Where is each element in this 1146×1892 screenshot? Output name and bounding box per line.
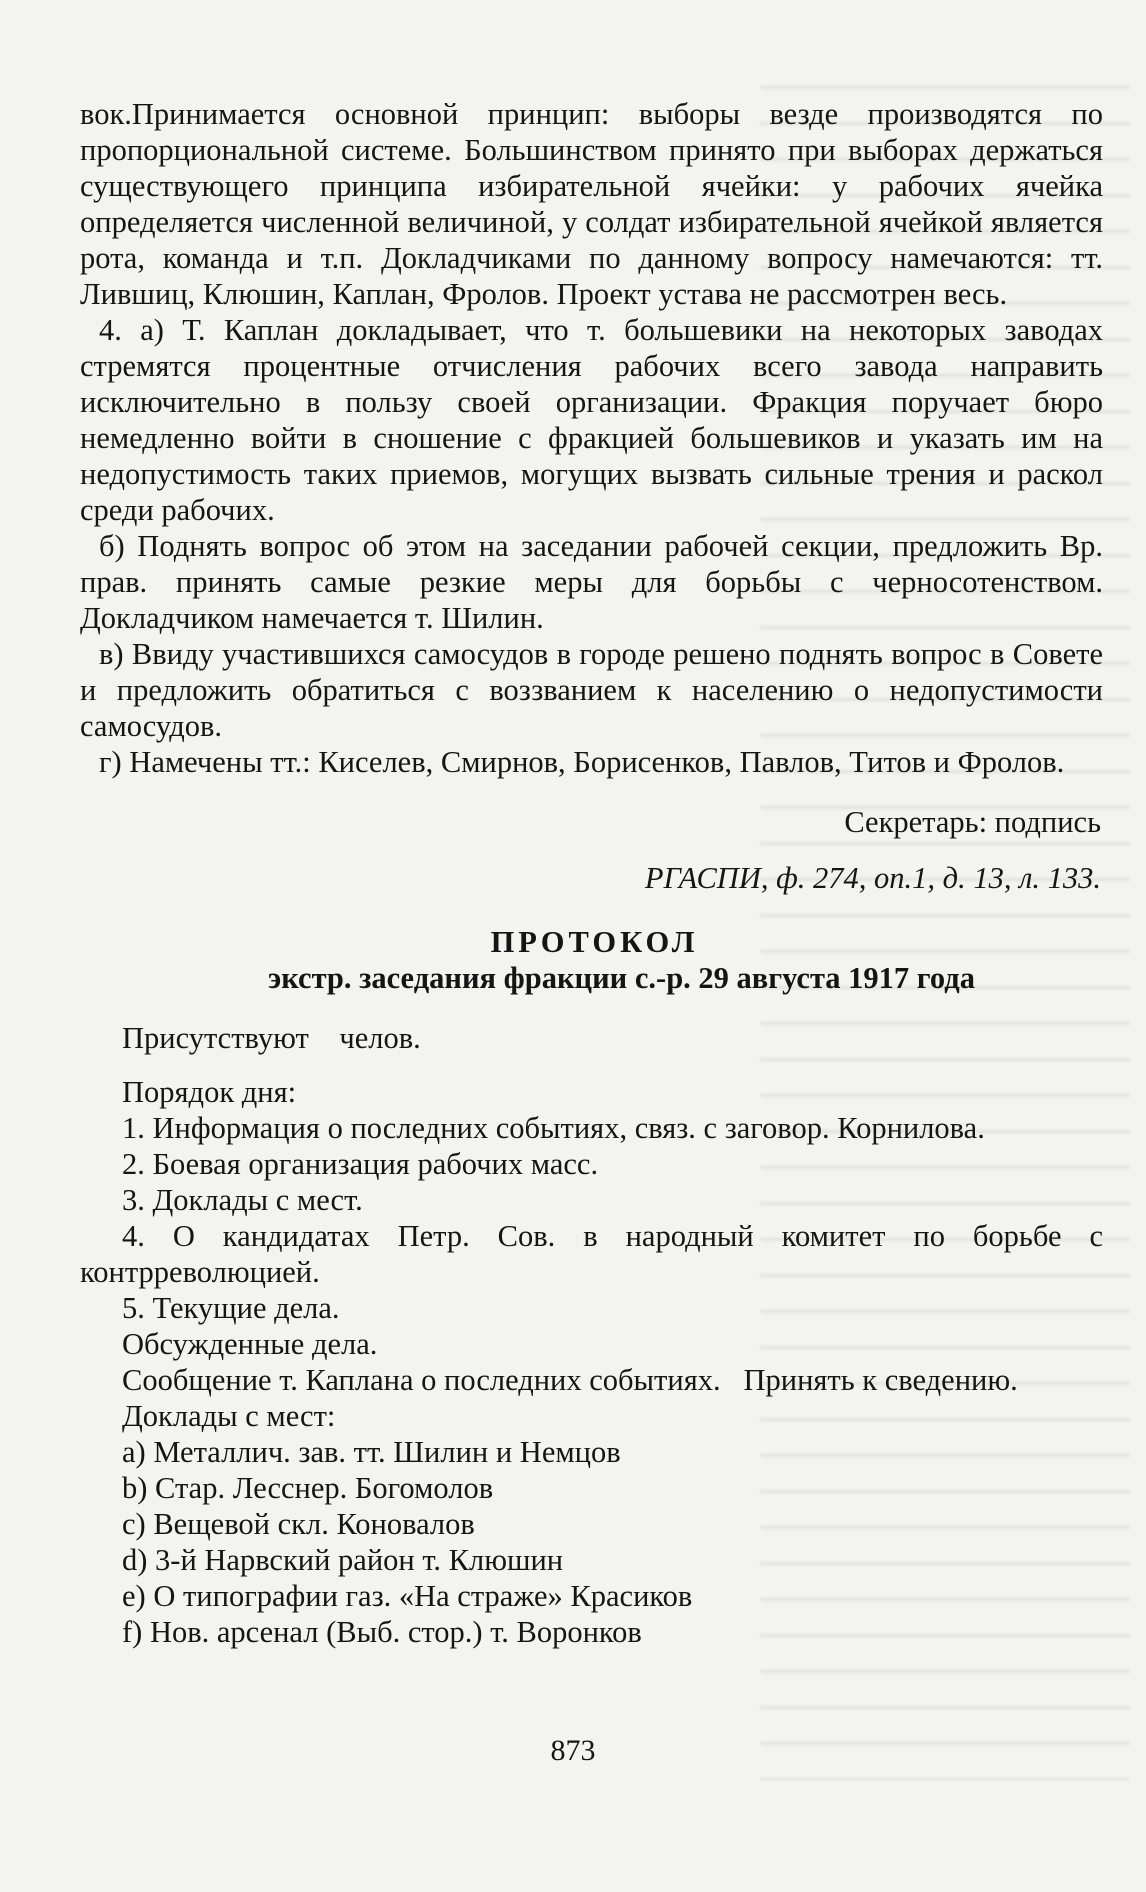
local-report-item: a) Металлич. зав. тт. Шилин и Немцов — [122, 1435, 621, 1469]
document-body — [80, 96, 1103, 1650]
paragraph-continuation: вок.Принимается основной принцип: выборы везде производятся по пропорциональной системе. Большинством принято при выборах держаться существующего принципа избирательной ячейки: у рабочих ячейка определяется численной величиной, у солдат избирательной ячейкой является рота, команда и т.п. Докладчиками по данному вопросу намечаются: тт. Лившиц, Клюшин, Каплан, Фролов. Проект устава не рассмотрен весь. — [80, 97, 1103, 311]
discussed-heading: Обсужденные дела. — [122, 1327, 378, 1361]
protocol-subtitle: экстр. заседания фракции с.-р. 29 августа 1917 года — [268, 961, 975, 995]
archive-source-reference: РГАСПИ, ф. 274, оп.1, д. 13, л. 133. — [644, 861, 1101, 895]
agenda-item: 3. Доклады с мест. — [122, 1183, 363, 1217]
local-report-item: e) О типографии газ. «На страже» Красиков — [122, 1579, 693, 1613]
agenda-item: 2. Боевая организация рабочих масс. — [122, 1147, 599, 1181]
paragraph-item-v: в) Ввиду участившихся самосудов в городе решено поднять вопрос в Совете и предложить обратиться с воззванием к населению о недопустимости самосудов. — [80, 637, 1103, 743]
paragraph-item-g: г) Намечены тт.: Киселев, Смирнов, Борисенков, Павлов, Титов и Фролов. — [99, 745, 1065, 779]
local-report-item: c) Вещевой скл. Коновалов — [122, 1507, 475, 1541]
local-reports-list — [80, 1434, 1103, 1650]
local-report-item: b) Стар. Лесснер. Богомолов — [122, 1471, 494, 1505]
agenda-list — [80, 1110, 1103, 1326]
paragraph-item-4a: 4. а) Т. Каплан докладывает, что т. большевики на некоторых заводах стремятся процентные отчисления рабочих всего завода направить исключительно в пользу своей организации. Фракция поручает бюро немедленно войти в сношение с фракцией большевиков и указать им на недопустимость таких приемов, могущих вызвать сильные трения и раскол среди рабочих. — [80, 313, 1103, 527]
secretary-signature: Секретарь: подпись — [844, 805, 1101, 839]
report-line: Сообщение т. Каплана о последних событиях. Принять к сведению. — [122, 1363, 1018, 1397]
local-report-item: d) 3-й Нарвский район т. Клюшин — [122, 1543, 564, 1577]
local-reports-heading: Доклады с мест: — [122, 1399, 336, 1433]
agenda-item: 5. Текущие дела. — [122, 1291, 340, 1325]
agenda-heading: Порядок дня: — [122, 1075, 297, 1109]
local-report-item: f) Нов. арсенал (Выб. стор.) т. Воронков — [122, 1615, 642, 1649]
agenda-item: 1. Информация о последних событиях, связ. с заговор. Корнилова. — [122, 1111, 985, 1145]
agenda-item: 4. О кандидатах Петр. Сов. в народный комитет по борьбе с контрреволюцией. — [80, 1219, 1103, 1289]
protocol-title: ПРОТОКОЛ — [490, 925, 699, 959]
paragraph-item-b: б) Поднять вопрос об этом на заседании рабочей секции, предложить Вр. прав. принять самые резкие меры для борьбы с черносотенством. Докладчиком намечается т. Шилин. — [80, 529, 1103, 635]
attendance-line: Присутствуют челов. — [122, 1021, 421, 1055]
page-number: 873 — [550, 1734, 596, 1767]
